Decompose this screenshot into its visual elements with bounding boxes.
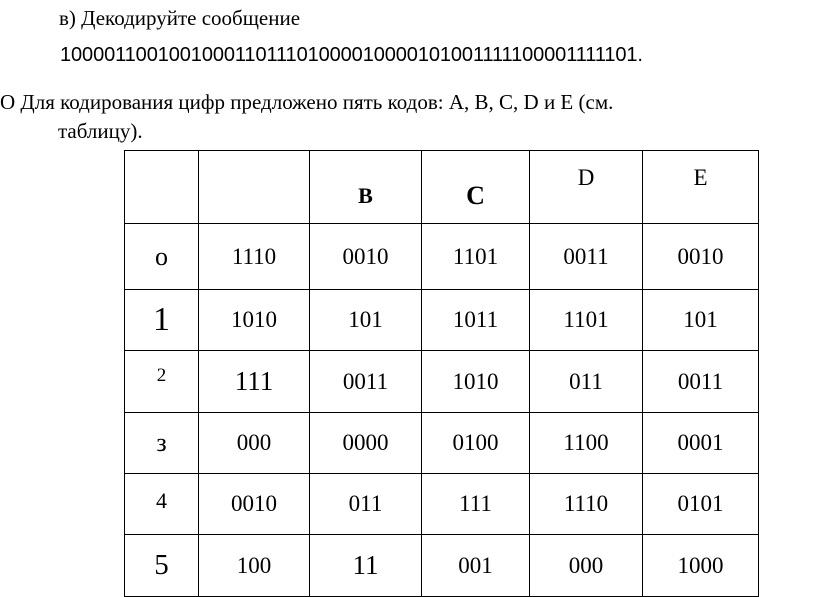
code-cell: 0001 — [643, 413, 759, 474]
header-cell-b: В — [310, 151, 422, 224]
code-cell: 011 — [310, 474, 422, 535]
encoded-message: 100001100100100011011101000010000101001111100001111101. — [60, 44, 643, 66]
code-cell: 1010 — [422, 351, 530, 413]
code-cell: 111 — [422, 474, 530, 535]
code-cell: 0011 — [530, 224, 643, 290]
digit-cell: з — [125, 413, 199, 474]
code-cell: 1101 — [530, 290, 643, 351]
code-cell: 1000 — [643, 535, 759, 597]
code-cell: 101 — [643, 290, 759, 351]
header-cell-e: Е — [643, 151, 759, 224]
code-cell: 1110 — [199, 224, 310, 290]
code-cell: 001 — [422, 535, 530, 597]
code-cell: 000 — [530, 535, 643, 597]
code-cell: 0101 — [643, 474, 759, 535]
code-cell: 0011 — [643, 351, 759, 413]
code-cell: 1100 — [530, 413, 643, 474]
table-row — [125, 413, 759, 474]
code-cell: 1010 — [199, 290, 310, 351]
table-row — [125, 224, 759, 290]
instruction-text: в) Декодируйте сообщение — [59, 6, 301, 30]
table-row — [125, 351, 759, 413]
digit-cell: о — [125, 224, 199, 290]
digit-cell: 2 — [125, 351, 199, 413]
codes-table — [124, 150, 759, 597]
code-cell: 101 — [310, 290, 422, 351]
header-cell-d: D — [530, 151, 643, 224]
code-cell: 0010 — [199, 474, 310, 535]
code-cell: 0010 — [643, 224, 759, 290]
code-cell: 000 — [199, 413, 310, 474]
code-cell: 0100 — [422, 413, 530, 474]
code-cell: 0010 — [310, 224, 422, 290]
digit-cell: 1 — [125, 290, 199, 351]
header-cell-corner — [125, 151, 199, 224]
code-cell: 100 — [199, 535, 310, 597]
code-cell: 011 — [530, 351, 643, 413]
code-cell: 0011 — [310, 351, 422, 413]
header-cell-a — [199, 151, 310, 224]
code-cell: 0000 — [310, 413, 422, 474]
code-cell: 111 — [199, 351, 310, 413]
task-text-line-1: О Для кодирования цифр предложено пять кодов: А, В, С, D и Е (см. — [0, 90, 614, 114]
code-cell: 1110 — [530, 474, 643, 535]
header-cell-c: С — [422, 151, 530, 224]
digit-cell: 5 — [125, 535, 199, 597]
table-row — [125, 290, 759, 351]
task-text-line-2: таблицу). — [58, 119, 143, 143]
table-header-row — [125, 151, 759, 224]
code-cell: 11 — [310, 535, 422, 597]
code-cell: 1011 — [422, 290, 530, 351]
table-row — [125, 535, 759, 597]
digit-cell: 4 — [125, 474, 199, 535]
code-cell: 1101 — [422, 224, 530, 290]
table-row — [125, 474, 759, 535]
